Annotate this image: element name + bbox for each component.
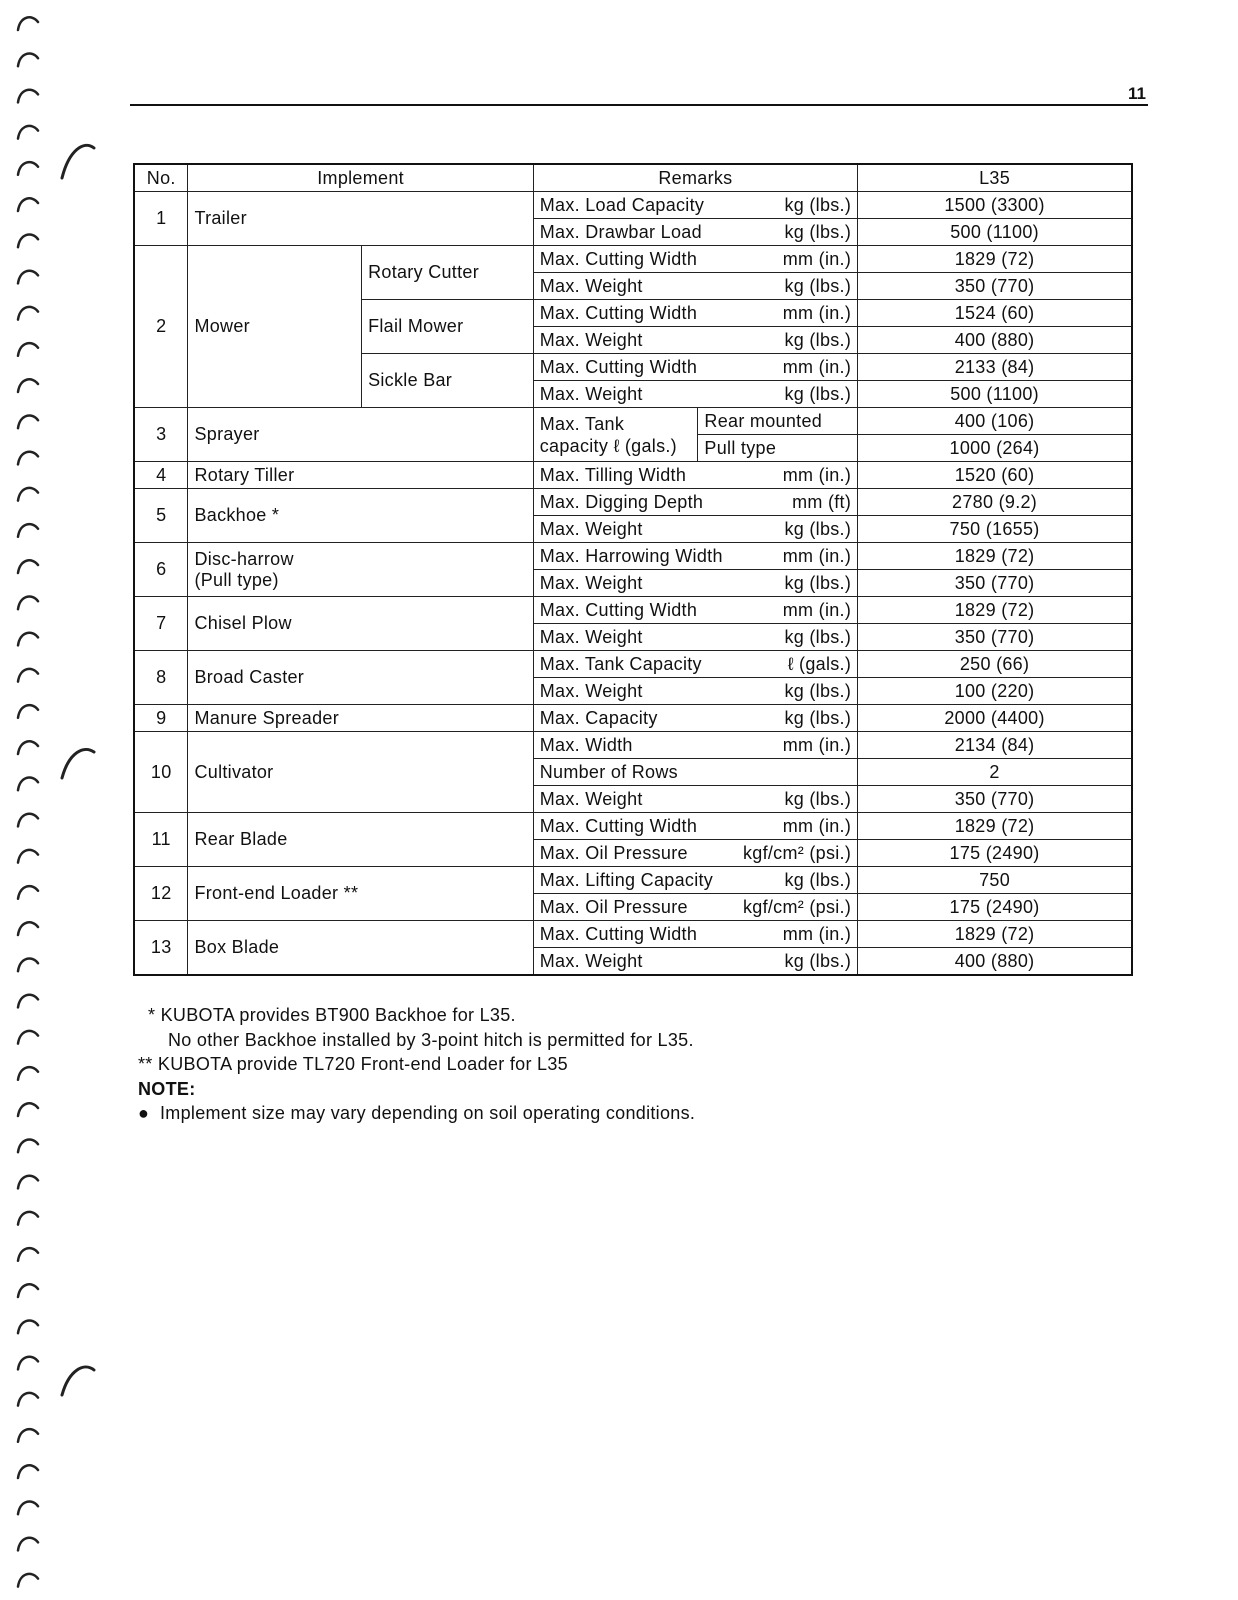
row-no: 2	[134, 246, 188, 408]
row-no: 10	[134, 732, 188, 813]
row-no: 12	[134, 867, 188, 921]
remark-unit: mm (in.)	[782, 734, 852, 755]
remark-cell	[533, 354, 857, 381]
remark-cell	[533, 651, 857, 678]
binder-ring-icon	[18, 1574, 38, 1587]
table-row	[134, 813, 1132, 840]
table-row	[134, 408, 1132, 435]
value-cell: 175 (2490)	[858, 840, 1132, 867]
header-rule	[130, 104, 1148, 106]
table-row	[134, 543, 1132, 570]
row-no: 4	[134, 462, 188, 489]
binder-ring-icon	[18, 1429, 38, 1442]
table-row	[134, 246, 1132, 273]
remark-cell	[533, 678, 857, 705]
implement-name: Backhoe *	[188, 489, 533, 543]
implement-name: Box Blade	[188, 921, 533, 976]
implement-name: Trailer	[188, 192, 533, 246]
value-cell: 2133 (84)	[858, 354, 1132, 381]
binder-ring-icon	[18, 1067, 38, 1080]
value-cell: 750	[858, 867, 1132, 894]
remark-unit: kg (lbs.)	[784, 950, 852, 971]
remark-label: Max. Weight	[539, 572, 643, 593]
remark-unit: kg (lbs.)	[784, 194, 852, 215]
row-no: 8	[134, 651, 188, 705]
remark-unit: kg (lbs.)	[784, 221, 852, 242]
remark-cell	[533, 462, 857, 489]
value-cell: 500 (1100)	[858, 219, 1132, 246]
binder-ring-icon	[18, 235, 38, 248]
binder-ring-icon	[18, 669, 38, 682]
binder-ring-icon	[18, 597, 38, 610]
remark-cell	[533, 327, 857, 354]
binder-ring-icon	[18, 271, 38, 284]
remark-unit: kg (lbs.)	[784, 329, 852, 350]
implement-name-line2: (Pull type)	[194, 569, 279, 590]
binder-ring-icon	[18, 1140, 38, 1153]
remark-unit: kg (lbs.)	[784, 869, 852, 890]
row-no: 7	[134, 597, 188, 651]
remark-cell	[533, 786, 857, 813]
binder-ring-icon	[18, 1248, 38, 1261]
sub-implement-name: Sickle Bar	[362, 354, 534, 408]
value-cell: 750 (1655)	[858, 516, 1132, 543]
binder-ring-icon	[18, 995, 38, 1008]
remark-unit: kgf/cm² (psi.)	[742, 896, 852, 917]
value-cell: 1829 (72)	[858, 921, 1132, 948]
binder-ring-icon	[18, 1502, 38, 1515]
remark-unit: mm (in.)	[782, 302, 852, 323]
implement-name: Sprayer	[188, 408, 533, 462]
value-cell: 500 (1100)	[858, 381, 1132, 408]
binder-ring-icon	[18, 1176, 38, 1189]
tank-capacity-label	[533, 408, 698, 462]
value-cell: 350 (770)	[858, 786, 1132, 813]
binder-ring-icon	[18, 886, 38, 899]
remark-label: Max. Oil Pressure	[539, 842, 688, 863]
remark-label: Max. Cutting Width	[539, 599, 698, 620]
remark-unit: kg (lbs.)	[784, 788, 852, 809]
binder-ring-icon	[18, 1321, 38, 1334]
remark-label: Max. Weight	[539, 788, 643, 809]
binder-ring-icon	[18, 959, 38, 972]
value-cell: 2134 (84)	[858, 732, 1132, 759]
remark-cell	[533, 219, 857, 246]
remark-unit: mm (in.)	[782, 815, 852, 836]
remark-unit: kg (lbs.)	[784, 572, 852, 593]
value-cell: 350 (770)	[858, 624, 1132, 651]
header-implement: Implement	[188, 164, 533, 192]
binder-ring-icon	[18, 162, 38, 175]
tank-label-line2: capacity ℓ (gals.)	[539, 435, 677, 456]
remark-cell	[533, 732, 857, 759]
binder-ring-icon	[18, 1284, 38, 1297]
implement-name: Chisel Plow	[188, 597, 533, 651]
binder-ring-icon	[18, 1357, 38, 1370]
implement-name: Rotary Tiller	[188, 462, 533, 489]
value-cell: 1520 (60)	[858, 462, 1132, 489]
remark-unit: kg (lbs.)	[784, 383, 852, 404]
remark-cell	[533, 273, 857, 300]
remark-unit: kgf/cm² (psi.)	[742, 842, 852, 863]
remark-label: Max. Weight	[539, 329, 643, 350]
remark-label: Pull type	[698, 435, 858, 462]
table-row	[134, 651, 1132, 678]
binder-ring-icon	[18, 814, 38, 827]
remark-cell	[533, 489, 857, 516]
binder-ring-icon	[18, 778, 38, 791]
binder-ring-icon	[18, 17, 38, 30]
note-heading: NOTE:	[138, 1078, 196, 1099]
remark-label: Max. Lifting Capacity	[539, 869, 714, 890]
binder-ring-icon	[18, 416, 38, 429]
value-cell: 1829 (72)	[858, 543, 1132, 570]
table-row	[134, 705, 1132, 732]
remark-unit: mm (ft)	[792, 491, 852, 512]
binder-ring-icon	[18, 1465, 38, 1478]
remark-label: Max. Weight	[539, 275, 643, 296]
binder-ring-icon	[18, 452, 38, 465]
bullet-icon: ●	[138, 1103, 150, 1123]
value-cell: 400 (106)	[858, 408, 1132, 435]
footnote-backhoe: * KUBOTA provides BT900 Backhoe for L35.	[148, 1005, 516, 1025]
header-remarks: Remarks	[533, 164, 857, 192]
row-no: 9	[134, 705, 188, 732]
binder-ring-icon	[18, 126, 38, 139]
table-row	[134, 732, 1132, 759]
remark-label: Max. Load Capacity	[539, 194, 705, 215]
implement-name: Cultivator	[188, 732, 533, 813]
remark-cell	[533, 381, 857, 408]
remark-unit: kg (lbs.)	[784, 707, 852, 728]
value-cell: 350 (770)	[858, 273, 1132, 300]
implement-name: Broad Caster	[188, 651, 533, 705]
row-no: 11	[134, 813, 188, 867]
remark-label: Max. Cutting Width	[539, 248, 698, 269]
value-cell: 1000 (264)	[858, 435, 1132, 462]
table-row	[134, 597, 1132, 624]
footnote-loader: ** KUBOTA provide TL720 Front-end Loader for L35	[138, 1054, 568, 1074]
remark-unit: kg (lbs.)	[784, 680, 852, 701]
binder-ring-icon	[18, 741, 38, 754]
binder-ring-icon	[18, 705, 38, 718]
value-cell: 1829 (72)	[858, 813, 1132, 840]
tank-label-line1: Max. Tank	[539, 413, 625, 434]
remark-cell	[533, 759, 857, 786]
remark-cell	[533, 705, 857, 732]
row-no: 13	[134, 921, 188, 976]
binder-rings	[14, 0, 104, 1600]
remark-label: Max. Oil Pressure	[539, 896, 688, 917]
value-cell: 1829 (72)	[858, 597, 1132, 624]
remark-unit: mm (in.)	[782, 248, 852, 269]
remark-cell	[533, 300, 857, 327]
remark-cell	[533, 543, 857, 570]
remark-label: Max. Cutting Width	[539, 923, 698, 944]
remark-label: Max. Cutting Width	[539, 356, 698, 377]
remark-cell	[533, 570, 857, 597]
remark-unit: mm (in.)	[782, 923, 852, 944]
remark-unit: mm (in.)	[782, 356, 852, 377]
remark-cell	[533, 597, 857, 624]
table-row	[134, 192, 1132, 219]
table-row	[134, 867, 1132, 894]
binder-ring-icon	[18, 850, 38, 863]
remark-label: Max. Tank Capacity	[539, 653, 702, 674]
value-cell: 400 (880)	[858, 327, 1132, 354]
binder-ring-icon	[18, 343, 38, 356]
remark-label: Max. Harrowing Width	[539, 545, 723, 566]
remark-cell	[533, 624, 857, 651]
value-cell: 1524 (60)	[858, 300, 1132, 327]
row-no: 6	[134, 543, 188, 597]
value-cell: 2000 (4400)	[858, 705, 1132, 732]
table-row	[134, 921, 1132, 948]
remark-label: Max. Digging Depth	[539, 491, 704, 512]
binder-ring-icon	[18, 90, 38, 103]
implement-name: Mower	[188, 246, 362, 408]
remark-unit: mm (in.)	[782, 599, 852, 620]
footnote-backhoe-continued: No other Backhoe installed by 3-point hitch is permitted for L35.	[168, 1029, 694, 1050]
binder-ring-icon	[18, 1538, 38, 1551]
footnotes	[138, 1003, 695, 1126]
remark-label: Max. Capacity	[539, 707, 658, 728]
binder-ring-icon	[18, 1212, 38, 1225]
remark-cell	[533, 813, 857, 840]
remark-label: Max. Cutting Width	[539, 815, 698, 836]
remark-label: Rear mounted	[698, 408, 858, 435]
table-header-row	[134, 164, 1132, 192]
remark-label: Max. Weight	[539, 383, 643, 404]
value-cell: 350 (770)	[858, 570, 1132, 597]
table-row	[134, 489, 1132, 516]
value-cell: 2	[858, 759, 1132, 786]
binder-ring-icon	[18, 1031, 38, 1044]
binder-ring-icon	[18, 198, 38, 211]
binder-ring-icon	[18, 633, 38, 646]
header-no: No.	[134, 164, 188, 192]
remark-unit: mm (in.)	[782, 464, 852, 485]
sub-implement-name: Rotary Cutter	[362, 246, 534, 300]
note-text: Implement size may vary depending on soil operating conditions.	[160, 1103, 696, 1123]
value-cell: 175 (2490)	[858, 894, 1132, 921]
row-no: 1	[134, 192, 188, 246]
row-no: 3	[134, 408, 188, 462]
implement-name-line1: Disc-harrow	[194, 548, 294, 569]
value-cell: 1829 (72)	[858, 246, 1132, 273]
remark-cell	[533, 246, 857, 273]
implement-name: Front-end Loader **	[188, 867, 533, 921]
remark-label: Max. Weight	[539, 680, 643, 701]
remark-label: Max. Weight	[539, 950, 643, 971]
implement-name: Rear Blade	[188, 813, 533, 867]
remark-label: Number of Rows	[539, 761, 678, 782]
value-cell: 1500 (3300)	[858, 192, 1132, 219]
value-cell: 100 (220)	[858, 678, 1132, 705]
remark-cell	[533, 867, 857, 894]
implement-name: Manure Spreader	[188, 705, 533, 732]
remark-unit: kg (lbs.)	[784, 518, 852, 539]
sub-implement-name: Flail Mower	[362, 300, 534, 354]
remark-label: Max. Weight	[539, 518, 643, 539]
remark-unit: mm (in.)	[782, 545, 852, 566]
binder-ring-icon	[18, 1103, 38, 1116]
binder-ring-icon	[18, 524, 38, 537]
remark-cell	[533, 516, 857, 543]
binder-ring-icon	[18, 560, 38, 573]
row-no: 5	[134, 489, 188, 543]
remark-label: Max. Weight	[539, 626, 643, 647]
remark-label: Max. Drawbar Load	[539, 221, 702, 242]
header-model: L35	[858, 164, 1132, 192]
page-number: 11	[1128, 84, 1146, 103]
binder-ring-icon	[18, 922, 38, 935]
binder-ring-icon	[18, 379, 38, 392]
remark-unit: ℓ (gals.)	[787, 653, 852, 674]
value-cell: 2780 (9.2)	[858, 489, 1132, 516]
remark-label: Max. Tilling Width	[539, 464, 687, 485]
implement-name	[188, 543, 533, 597]
binder-ring-icon	[18, 54, 38, 67]
remark-cell	[533, 894, 857, 921]
binder-ring-icon	[18, 307, 38, 320]
remark-label: Max. Width	[539, 734, 633, 755]
note-item	[138, 1101, 695, 1126]
remark-label: Max. Cutting Width	[539, 302, 698, 323]
remark-cell	[533, 840, 857, 867]
remark-cell	[533, 192, 857, 219]
remark-unit: kg (lbs.)	[784, 275, 852, 296]
table-row	[134, 462, 1132, 489]
binder-ring-icon	[18, 488, 38, 501]
remark-unit: kg (lbs.)	[784, 626, 852, 647]
binder-ring-icon	[18, 1393, 38, 1406]
remark-cell	[533, 921, 857, 948]
implement-spec-table	[133, 163, 1133, 976]
remark-cell	[533, 948, 857, 976]
value-cell: 250 (66)	[858, 651, 1132, 678]
value-cell: 400 (880)	[858, 948, 1132, 976]
